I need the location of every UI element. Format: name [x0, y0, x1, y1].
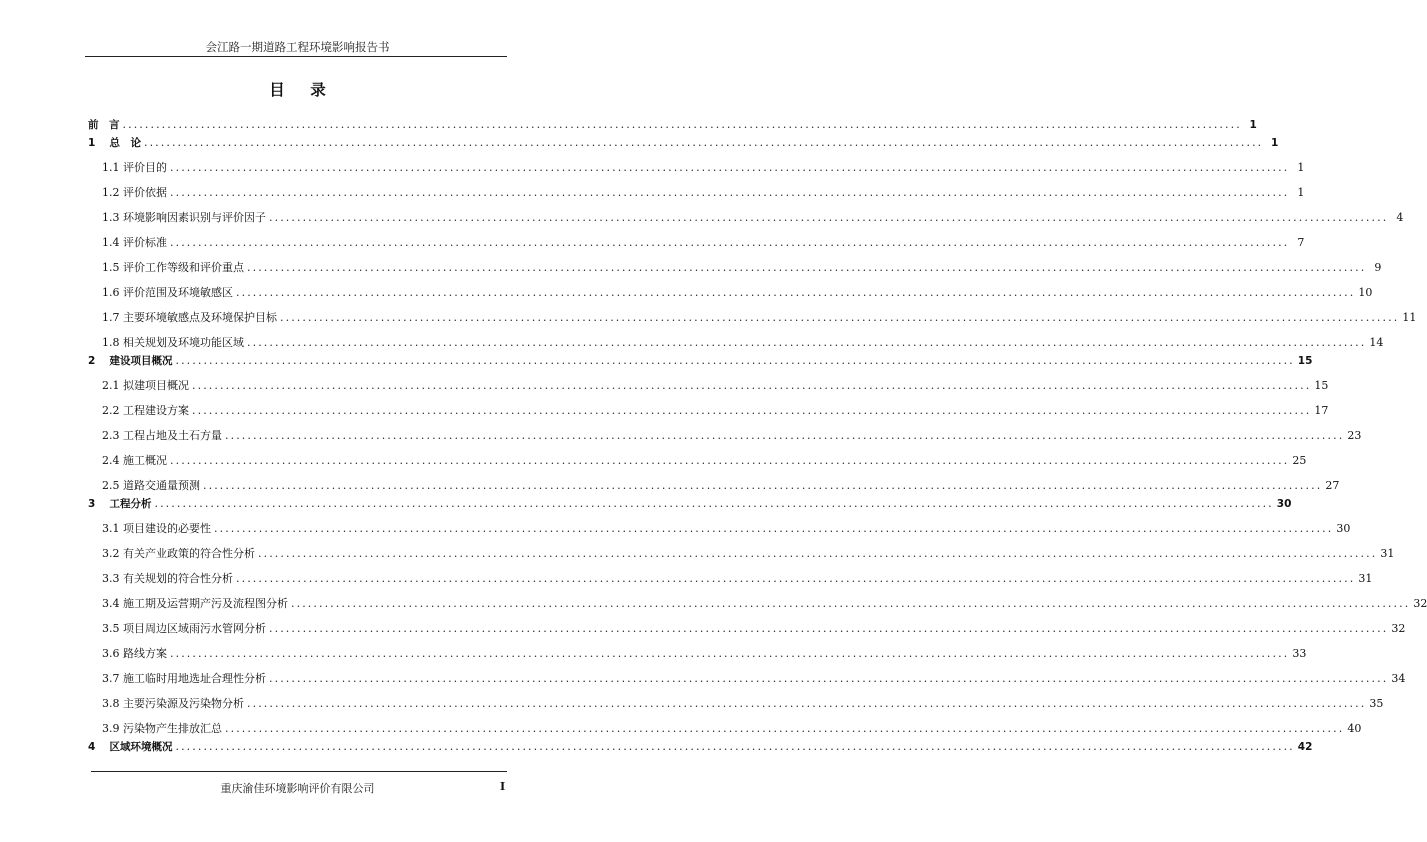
toc-chapter-entry[interactable] [88, 740, 1313, 758]
toc-entry-page: 1 [1249, 119, 1257, 131]
toc-entry-label: 3.4 施工期及运营期产污及流程图分析 [102, 597, 288, 610]
toc-leader-dots: ........................................................................................................................................................................................................ [247, 336, 1367, 349]
toc-leader-dots: ........................................................................................................................................................................................................ [258, 547, 1378, 560]
toc-entry-label: 3.9 污染物产生排放汇总 [102, 722, 222, 735]
toc-section-entry[interactable] [88, 690, 1384, 715]
toc-entry-page: 35 [1369, 697, 1384, 710]
toc-leader-dots: ........................................................................................................................................................................................................ [269, 672, 1389, 685]
toc-entry-page: 11 [1402, 311, 1417, 324]
toc-section-entry[interactable] [88, 204, 1404, 229]
toc-section-entry[interactable] [88, 279, 1373, 304]
toc-entry-page: 32 [1413, 597, 1427, 610]
toc-entry-page: 1 [1270, 137, 1279, 149]
toc-entry-page: 10 [1358, 286, 1373, 299]
toc-section-entry[interactable] [88, 179, 1305, 204]
footer-divider [91, 771, 507, 772]
toc-section-entry[interactable] [88, 154, 1305, 179]
toc-leader-dots: ........................................................................................................................................................................................................ [269, 622, 1389, 635]
toc-leader-dots: ........................................................................................................................................................................................................ [247, 261, 1367, 274]
toc-entry-label: 1.6 评价范围及环境敏感区 [102, 286, 233, 299]
toc-entry-label: 4 区域环境概况 [88, 741, 173, 753]
toc-entry-label: 2.5 道路交通量预测 [102, 479, 200, 492]
toc-leader-dots: ........................................................................................................................................................................................................ [154, 497, 1274, 510]
toc-section-entry[interactable] [88, 229, 1305, 254]
toc-entry-page: 31 [1380, 547, 1395, 560]
header-divider [85, 56, 507, 57]
toc-entry-label: 2.3 工程占地及土石方量 [102, 429, 222, 442]
toc-leader-dots: ........................................................................................................................................................................................................ [122, 118, 1242, 131]
toc-section-entry[interactable] [88, 640, 1307, 665]
toc-section-entry[interactable] [88, 590, 1427, 615]
toc-section-entry[interactable] [88, 472, 1340, 497]
toc-title: 目 录 [269, 80, 336, 99]
toc-leader-dots: ........................................................................................................................................................................................................ [236, 572, 1356, 585]
toc-entry-label: 1.5 评价工作等级和评价重点 [102, 261, 244, 274]
toc-section-entry[interactable] [88, 329, 1384, 354]
toc-entry-label: 1.7 主要环境敏感点及环境保护目标 [102, 311, 277, 324]
toc-entry-page: 34 [1391, 672, 1406, 685]
toc-section-entry[interactable] [88, 515, 1351, 540]
toc-entry-page: 33 [1292, 647, 1307, 660]
toc-entry-label: 1.1 评价目的 [102, 161, 167, 174]
toc-entry-label: 3.2 有关产业政策的符合性分析 [102, 547, 255, 560]
toc-section-entry[interactable] [88, 447, 1307, 472]
toc-leader-dots: ........................................................................................................................................................................................................ [280, 311, 1400, 324]
toc-entry-label: 1.3 环境影响因素识别与评价因子 [102, 211, 266, 224]
running-header: 会江路一期道路工程环境影响报告书 [205, 40, 390, 54]
page-number: I [500, 780, 506, 793]
toc-entry-page: 32 [1391, 622, 1406, 635]
toc-section-entry[interactable] [88, 422, 1362, 447]
toc-entry-label: 1.4 评价标准 [102, 236, 167, 249]
toc-entry-page: 42 [1297, 741, 1313, 753]
toc-chapter-entry[interactable] [88, 118, 1257, 136]
toc-entry-page: 17 [1314, 404, 1329, 417]
toc-entry-page: 30 [1276, 498, 1292, 510]
toc-leader-dots: ........................................................................................................................................................................................................ [225, 429, 1345, 442]
table-of-contents [88, 118, 1427, 758]
toc-entry-page: 4 [1396, 211, 1404, 224]
toc-section-entry[interactable] [88, 715, 1362, 740]
toc-entry-label: 2.2 工程建设方案 [102, 404, 189, 417]
toc-leader-dots: ........................................................................................................................................................................................................ [247, 697, 1367, 710]
toc-section-entry[interactable] [88, 615, 1406, 640]
running-footer: 重庆渝佳环境影响评价有限公司 [220, 782, 375, 795]
toc-leader-dots: ........................................................................................................................................................................................................ [175, 740, 1295, 753]
toc-entry-page: 23 [1347, 429, 1362, 442]
toc-entry-page: 30 [1336, 522, 1351, 535]
toc-chapter-entry[interactable] [88, 136, 1279, 154]
toc-entry-page: 7 [1297, 236, 1305, 249]
toc-entry-label: 3.1 项目建设的必要性 [102, 522, 211, 535]
toc-leader-dots: ........................................................................................................................................................................................................ [170, 647, 1290, 660]
toc-leader-dots: ........................................................................................................................................................................................................ [170, 186, 1290, 199]
toc-section-entry[interactable] [88, 397, 1329, 422]
toc-entry-label: 3.5 项目周边区域雨污水管网分析 [102, 622, 266, 635]
toc-leader-dots: ........................................................................................................................................................................................................ [192, 404, 1312, 417]
toc-leader-dots: ........................................................................................................................................................................................................ [175, 354, 1295, 367]
toc-entry-label: 1.2 评价依据 [102, 186, 167, 199]
toc-entry-page: 14 [1369, 336, 1384, 349]
toc-chapter-entry[interactable] [88, 497, 1292, 515]
toc-leader-dots: ........................................................................................................................................................................................................ [170, 161, 1290, 174]
toc-entry-page: 1 [1297, 161, 1305, 174]
toc-entry-label: 3.6 路线方案 [102, 647, 167, 660]
toc-leader-dots: ........................................................................................................................................................................................................ [214, 522, 1334, 535]
toc-entry-label: 2 建设项目概况 [88, 355, 173, 367]
toc-section-entry[interactable] [88, 372, 1329, 397]
toc-entry-label: 前 言 [88, 119, 120, 131]
toc-entry-label: 2.1 拟建项目概况 [102, 379, 189, 392]
toc-chapter-entry[interactable] [88, 354, 1313, 372]
toc-section-entry[interactable] [88, 565, 1373, 590]
toc-entry-label: 3.3 有关规划的符合性分析 [102, 572, 233, 585]
toc-entry-label: 1 总 论 [88, 137, 141, 149]
toc-entry-label: 3.8 主要污染源及污染物分析 [102, 697, 244, 710]
toc-leader-dots: ........................................................................................................................................................................................................ [170, 454, 1290, 467]
toc-leader-dots: ........................................................................................................................................................................................................ [236, 286, 1356, 299]
toc-entry-page: 9 [1374, 261, 1382, 274]
toc-leader-dots: ........................................................................................................................................................................................................ [203, 479, 1323, 492]
toc-section-entry[interactable] [88, 254, 1382, 279]
toc-entry-label: 3 工程分析 [88, 498, 152, 510]
toc-section-entry[interactable] [88, 665, 1406, 690]
toc-entry-page: 27 [1325, 479, 1340, 492]
toc-leader-dots: ........................................................................................................................................................................................................ [192, 379, 1312, 392]
toc-leader-dots: ........................................................................................................................................................................................................ [143, 136, 1264, 149]
toc-leader-dots: ........................................................................................................................................................................................................ [225, 722, 1345, 735]
toc-section-entry[interactable] [88, 540, 1395, 565]
toc-leader-dots: ........................................................................................................................................................................................................ [170, 236, 1290, 249]
toc-entry-label: 1.8 相关规划及环境功能区域 [102, 336, 244, 349]
toc-leader-dots: ........................................................................................................................................................................................................ [291, 597, 1411, 610]
toc-entry-label: 2.4 施工概况 [102, 454, 167, 467]
toc-entry-page: 40 [1347, 722, 1362, 735]
toc-entry-page: 25 [1292, 454, 1307, 467]
toc-entry-page: 15 [1297, 355, 1313, 367]
toc-section-entry[interactable] [88, 304, 1417, 329]
toc-entry-page: 31 [1358, 572, 1373, 585]
toc-entry-page: 1 [1297, 186, 1305, 199]
toc-entry-page: 15 [1314, 379, 1329, 392]
toc-leader-dots: ........................................................................................................................................................................................................ [269, 211, 1389, 224]
toc-entry-label: 3.7 施工临时用地选址合理性分析 [102, 672, 266, 685]
